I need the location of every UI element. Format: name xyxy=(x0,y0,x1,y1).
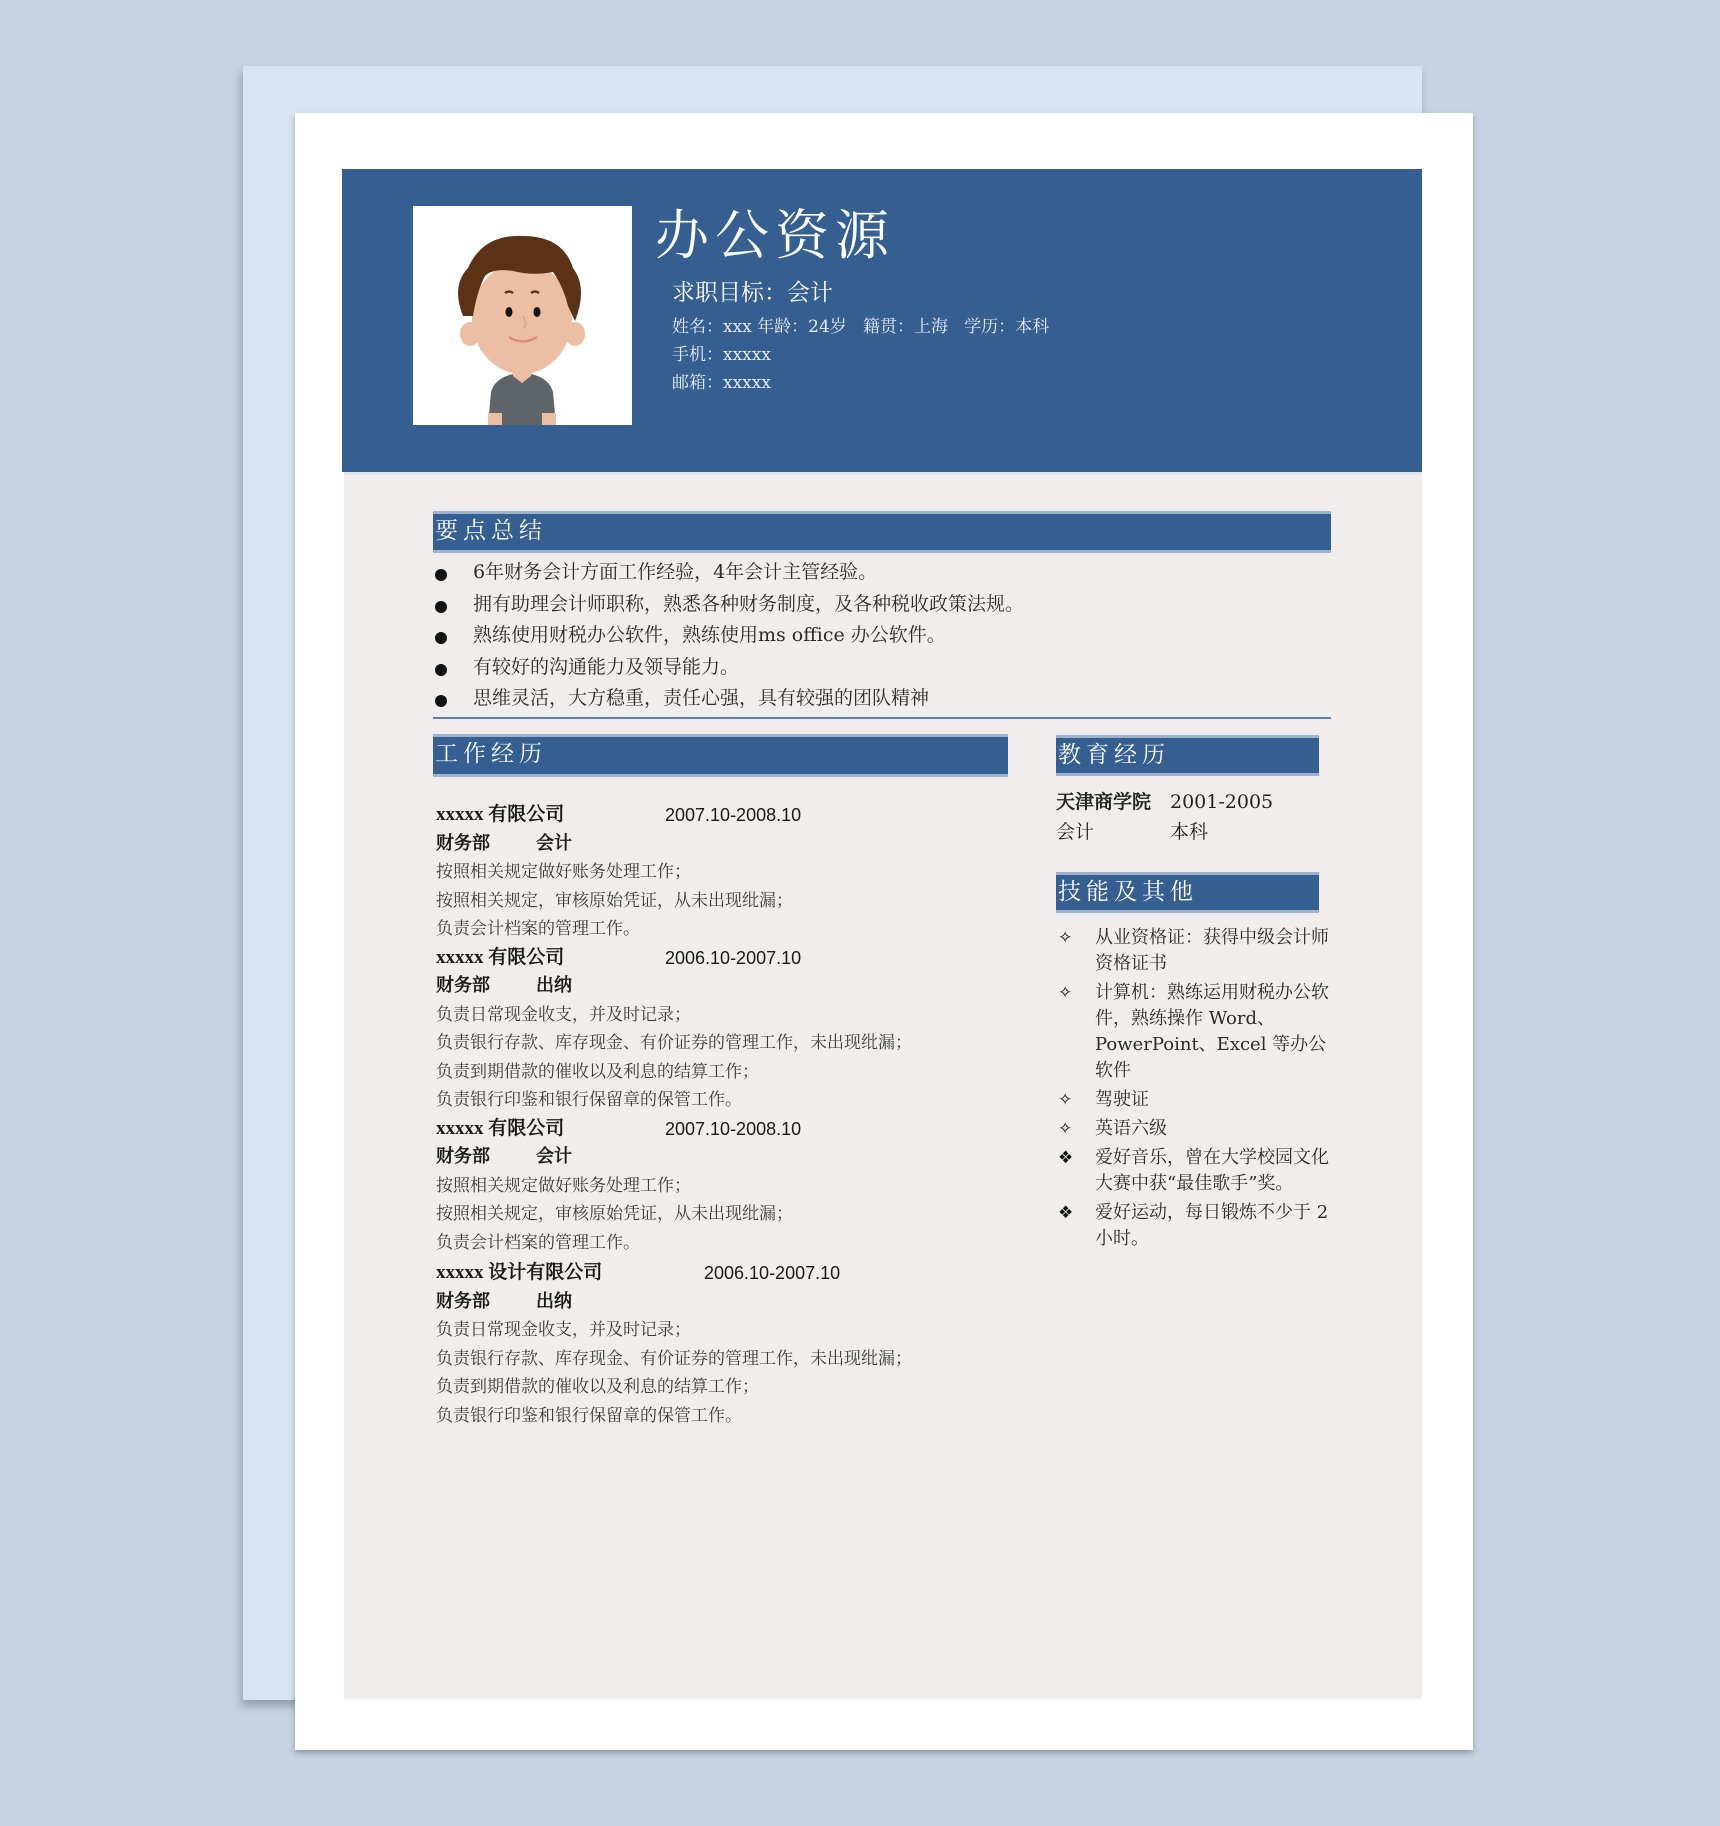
summary-item: 6年财务会计方面工作经验，4年会计主管经验。 xyxy=(433,557,1331,589)
personal-info: 姓名：xxx 年龄：24岁 籍贯：上海 学历：本科 xyxy=(672,317,1050,337)
job-duty: 负责日常现金收支，并及时记录； xyxy=(436,1320,691,1340)
job-role: 出纳 xyxy=(536,975,572,996)
job-duty: 负责银行印鉴和银行保留章的保管工作。 xyxy=(436,1090,742,1110)
profile-photo xyxy=(413,206,632,425)
skills-section-header: 技能及其他 xyxy=(1056,872,1319,913)
job-entry xyxy=(436,801,996,944)
summary-section-header: 要点总结 xyxy=(433,511,1331,553)
summary-item: 思维灵活，大方稳重，责任心强，具有较强的团队精神 xyxy=(433,683,1331,715)
company-name: xxxxx 设计有限公司 xyxy=(436,1262,603,1283)
job-duty: 负责到期借款的催收以及利息的结算工作； xyxy=(436,1061,759,1082)
diamond-bullet-icon: ✧ xyxy=(1058,983,1073,1003)
job-duty: 负责到期借款的催收以及利息的结算工作； xyxy=(436,1377,759,1397)
job-date: 2007.10-2008.10 xyxy=(665,1118,802,1139)
job-objective: 求职目标：会计 xyxy=(672,280,833,306)
skill-item: ✧ 计算机：熟练运用财税办公软件，熟练操作 Word、PowerPoint、Excel 等办公软件 xyxy=(1058,982,1329,1081)
department: 财务部 xyxy=(436,975,490,996)
job-entry xyxy=(436,1115,996,1258)
job-role: 出纳 xyxy=(536,1290,572,1312)
summary-item: 熟练使用财税办公软件，熟练使用ms office 办公软件。 xyxy=(433,620,1331,652)
job-duty: 负责银行存款、库存现金、有价证券的管理工作，未出现纰漏； xyxy=(436,1348,912,1369)
skill-item: ✧ 英语六级 xyxy=(1056,1116,1336,1142)
four-diamond-bullet-icon: ❖ xyxy=(1058,1203,1074,1223)
skill-item: ✧ 从业资格证：获得中级会计师资格证书 xyxy=(1058,927,1329,974)
bullet-icon xyxy=(435,632,447,644)
education-years: 2001-2005 xyxy=(1170,791,1274,813)
skill-item: ❖ 爱好运动，每日锻炼不少于 2 小时。 xyxy=(1058,1202,1329,1249)
bullet-icon xyxy=(435,695,447,707)
diamond-bullet-icon: ✧ xyxy=(1058,1090,1073,1110)
phone: 手机：xxxxx xyxy=(672,345,771,365)
job-duty: 按照相关规定，审核原始凭证，从未出现纰漏； xyxy=(436,890,793,911)
job-date: 2007.10-2008.10 xyxy=(665,805,802,825)
department: 财务部 xyxy=(436,1146,490,1167)
cartoon-avatar-icon xyxy=(413,206,632,425)
bullet-icon xyxy=(435,569,447,581)
job-duty: 按照相关规定做好账务处理工作； xyxy=(436,1175,691,1196)
job-duty: 负责银行印鉴和银行保留章的保管工作。 xyxy=(436,1405,742,1426)
job-date: 2006.10-2007.10 xyxy=(665,947,802,968)
job-duty: 按照相关规定做好账务处理工作； xyxy=(436,862,691,882)
skill-item: ❖ 爱好音乐，曾在大学校园文化大赛中获“最佳歌手”奖。 xyxy=(1058,1147,1329,1194)
summary-list xyxy=(433,557,1331,715)
job-duty: 负责银行存款、库存现金、有价证券的管理工作，未出现纰漏； xyxy=(436,1033,912,1053)
department: 财务部 xyxy=(436,1290,490,1312)
company-name: xxxxx 有限公司 xyxy=(436,1117,565,1139)
job-entry xyxy=(436,1259,996,1430)
summary-item: 拥有助理会计师职称，熟悉各种财务制度，及各种税收政策法规。 xyxy=(433,589,1331,621)
summary-item: 有较好的沟通能力及领导能力。 xyxy=(433,652,1331,684)
email: 邮箱：xxxxx xyxy=(672,373,771,393)
major: 会计 xyxy=(1056,821,1095,843)
job-duty: 负责会计档案的管理工作。 xyxy=(436,919,640,939)
skill-item: ✧ 驾驶证 xyxy=(1056,1087,1336,1113)
diamond-bullet-icon: ✧ xyxy=(1058,928,1073,948)
company-name: xxxxx 有限公司 xyxy=(436,946,565,968)
diamond-bullet-icon: ✧ xyxy=(1058,1119,1073,1139)
skills-list xyxy=(1056,925,1336,1255)
company-name: xxxxx 有限公司 xyxy=(436,804,565,825)
candidate-name: 办公资源 xyxy=(655,204,895,267)
four-diamond-bullet-icon: ❖ xyxy=(1058,1148,1074,1168)
degree: 本科 xyxy=(1170,821,1209,843)
education-entry xyxy=(1056,787,1326,847)
bullet-icon xyxy=(435,601,447,613)
education-section-header: 教育经历 xyxy=(1056,735,1319,776)
department: 财务部 xyxy=(436,832,490,854)
job-date: 2006.10-2007.10 xyxy=(704,1263,841,1283)
divider xyxy=(433,717,1331,719)
job-duty: 负责日常现金收支，并及时记录； xyxy=(436,1004,691,1025)
job-duty: 按照相关规定，审核原始凭证，从未出现纰漏； xyxy=(436,1204,793,1224)
job-entry xyxy=(436,944,996,1115)
work-section-header: 工作经历 xyxy=(433,734,1008,777)
school-name: 天津商学院 xyxy=(1056,791,1152,813)
work-list xyxy=(436,801,996,1430)
bullet-icon xyxy=(435,664,447,676)
job-role: 会计 xyxy=(536,1146,572,1167)
job-role: 会计 xyxy=(536,832,572,854)
job-duty: 负责会计档案的管理工作。 xyxy=(436,1232,640,1253)
